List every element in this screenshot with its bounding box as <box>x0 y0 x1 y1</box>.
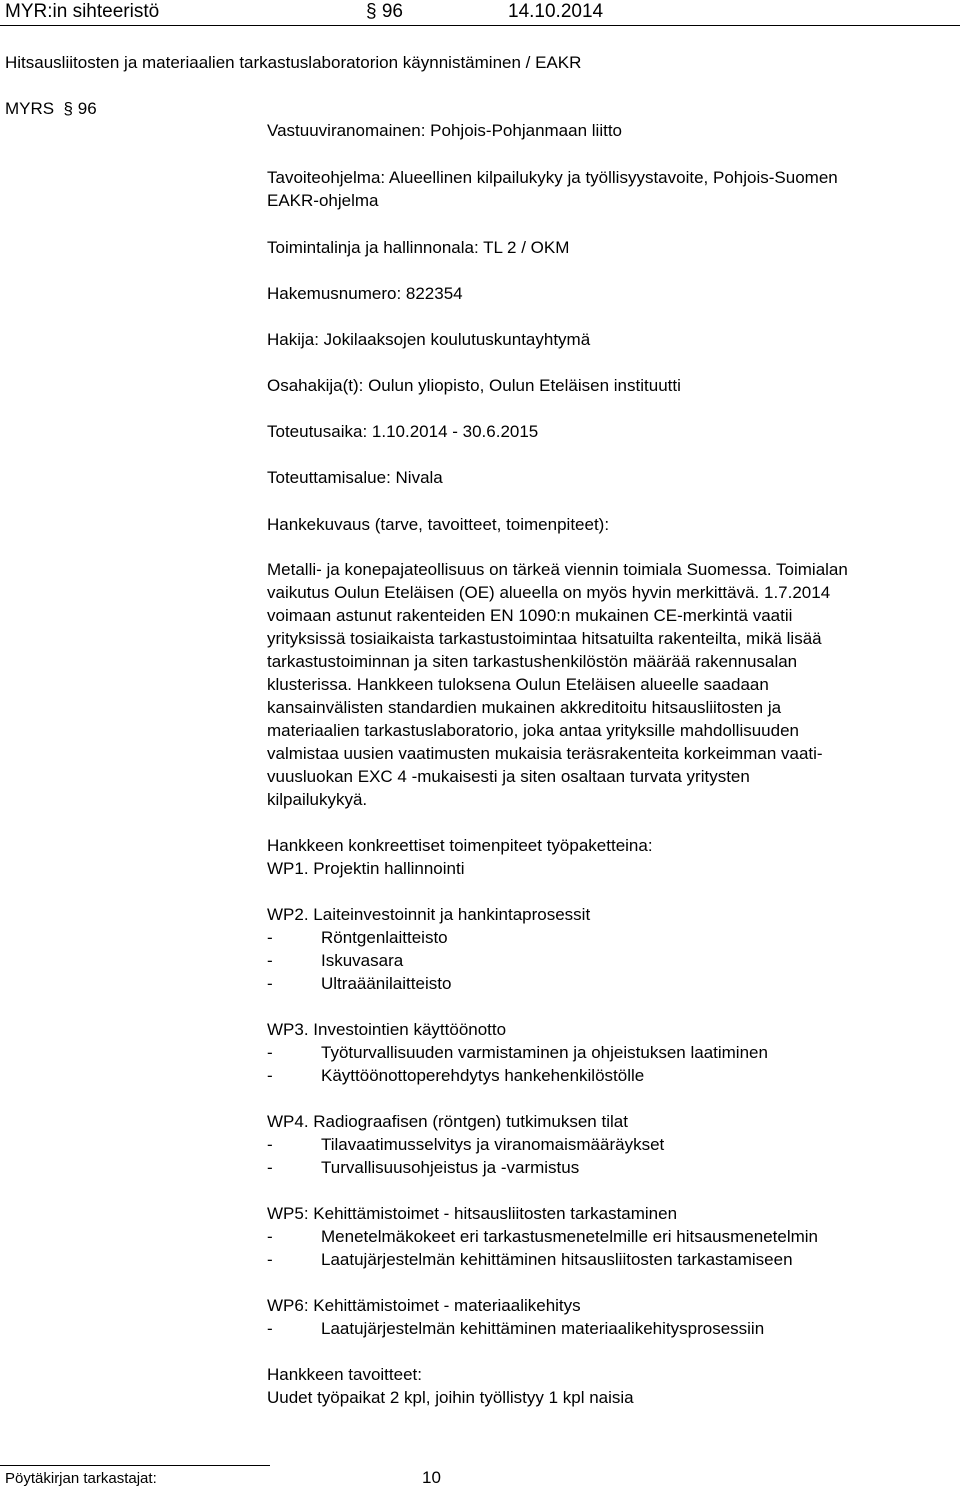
description-line: Metalli- ja konepajateollisuus on tärkeä viennin toimiala Suomessa. Toimialan <box>267 560 848 579</box>
description-line: kilpailukykyä. <box>267 790 368 809</box>
description-line: yrityksissä tosiaikaista tarkastustoimintaa hitsatuilta rakenteilta, mikä lisää <box>267 629 822 648</box>
description-line: tarkastustoiminnan ja siten tarkastushenkilöstön määrää rakennusalan <box>267 652 798 671</box>
wp5-title: WP5: Kehittämistoimet - hitsausliitosten tarkastaminen <box>267 1204 678 1223</box>
field-area: Toteuttamisalue: Nivala <box>267 468 443 487</box>
description-line: materiaalien tarkastuslaboratorio, joka antaa yrityksille mahdollisuuden <box>267 721 799 740</box>
wp3-item-text: Työturvallisuuden varmistaminen ja ohjeistuksen laatiminen <box>321 1043 768 1062</box>
page-title: Hitsausliitosten ja materiaalien tarkastuslaboratorion käynnistäminen / EAKR <box>5 53 582 72</box>
field-line-of-action: Toimintalinja ja hallinnonala: TL 2 / OKM <box>267 238 570 257</box>
bullet-dash: - <box>267 951 273 970</box>
goals-text: Uudet työpaikat 2 kpl, joihin työllistyy 1 kpl naisia <box>267 1388 634 1407</box>
wp6-title: WP6: Kehittämistoimet - materiaalikehitys <box>267 1296 581 1315</box>
bullet-dash: - <box>267 1066 273 1085</box>
wp2-item-text: Ultraäänilaitteisto <box>321 974 452 993</box>
field-authority: Vastuuviranomainen: Pohjois-Pohjanmaan liitto <box>267 121 622 140</box>
wp5-item-text: Menetelmäkokeet eri tarkastusmenetelmille eri hitsausmenetelmin <box>321 1227 818 1246</box>
bullet-dash: - <box>267 1250 273 1269</box>
wp4-title: WP4. Radiograafisen (röntgen) tutkimuksen tilat <box>267 1112 628 1131</box>
bullet-dash: - <box>267 1135 273 1154</box>
wp4-item-text: Turvallisuusohjeistus ja -varmistus <box>321 1158 580 1177</box>
bullet-dash: - <box>267 1158 273 1177</box>
measures-heading: Hankkeen konkreettiset toimenpiteet työpaketteina: <box>267 836 653 855</box>
bullet-dash: - <box>267 928 273 947</box>
footer-label: Pöytäkirjan tarkastajat: <box>5 1470 157 1487</box>
bullet-dash: - <box>267 1043 273 1062</box>
wp3-item-text: Käyttöönottoperehdytys hankehenkilöstölle <box>321 1066 645 1085</box>
description-line: vaikutus Oulun Eteläisen (OE) alueella on myös hyvin merkittävä. 1.7.2014 <box>267 583 831 602</box>
wp3-title: WP3. Investointien käyttöönotto <box>267 1020 507 1039</box>
wp6-item-text: Laatujärjestelmän kehittäminen materiaalikehitysprosessiin <box>321 1319 765 1338</box>
header-divider <box>0 25 960 26</box>
field-program-line-1: Tavoiteohjelma: Alueellinen kilpailukyky ja työllisyystavoite, Pohjois-Suomen <box>267 168 838 187</box>
wp2-item-text: Iskuvasara <box>321 951 404 970</box>
description-line: kansainvälisten standardien mukainen akkreditoitu hitsausliitosten ja <box>267 698 782 717</box>
field-applicant: Hakija: Jokilaaksojen koulutuskuntayhtymä <box>267 330 591 349</box>
field-co-applicants: Osahakija(t): Oulun yliopisto, Oulun Eteläisen instituutti <box>267 376 681 395</box>
page-number: 10 <box>422 1468 441 1487</box>
footer-divider <box>0 1465 270 1466</box>
wp2-title: WP2. Laiteinvestoinnit ja hankintaprosessit <box>267 905 591 924</box>
field-program-line-2: EAKR-ohjelma <box>267 191 379 210</box>
description-line: valmistaa uusien vaatimusten mukaisia teräsrakenteita korkeimman vaati- <box>267 744 823 763</box>
wp1-title: WP1. Projektin hallinnointi <box>267 859 465 878</box>
goals-heading: Hankkeen tavoitteet: <box>267 1365 422 1384</box>
bullet-dash: - <box>267 974 273 993</box>
field-period: Toteutusaika: 1.10.2014 - 30.6.2015 <box>267 422 539 441</box>
header-date: 14.10.2014 <box>508 1 604 22</box>
wp5-item-text: Laatujärjestelmän kehittäminen hitsausliitosten tarkastamiseen <box>321 1250 793 1269</box>
wp2-item-text: Röntgenlaitteisto <box>321 928 448 947</box>
section-label: MYRS § 96 <box>5 99 97 118</box>
bullet-dash: - <box>267 1227 273 1246</box>
bullet-dash: - <box>267 1319 273 1338</box>
header-section: § 96 <box>366 1 403 22</box>
description-line: voimaan astunut rakenteiden EN 1090:n mukainen CE-merkintä vaatii <box>267 606 793 625</box>
description-line: klusterissa. Hankkeen tuloksena Oulun Eteläisen alueelle saadaan <box>267 675 769 694</box>
field-application-number: Hakemusnumero: 822354 <box>267 284 463 303</box>
wp4-item-text: Tilavaatimusselvitys ja viranomaismääräykset <box>321 1135 665 1154</box>
description-heading: Hankekuvaus (tarve, tavoitteet, toimenpiteet): <box>267 515 610 534</box>
header-doc-title: MYR:in sihteeristö <box>5 1 160 22</box>
description-line: vuusluokan EXC 4 -mukaisesti ja siten osaltaan turvata yritysten <box>267 767 750 786</box>
